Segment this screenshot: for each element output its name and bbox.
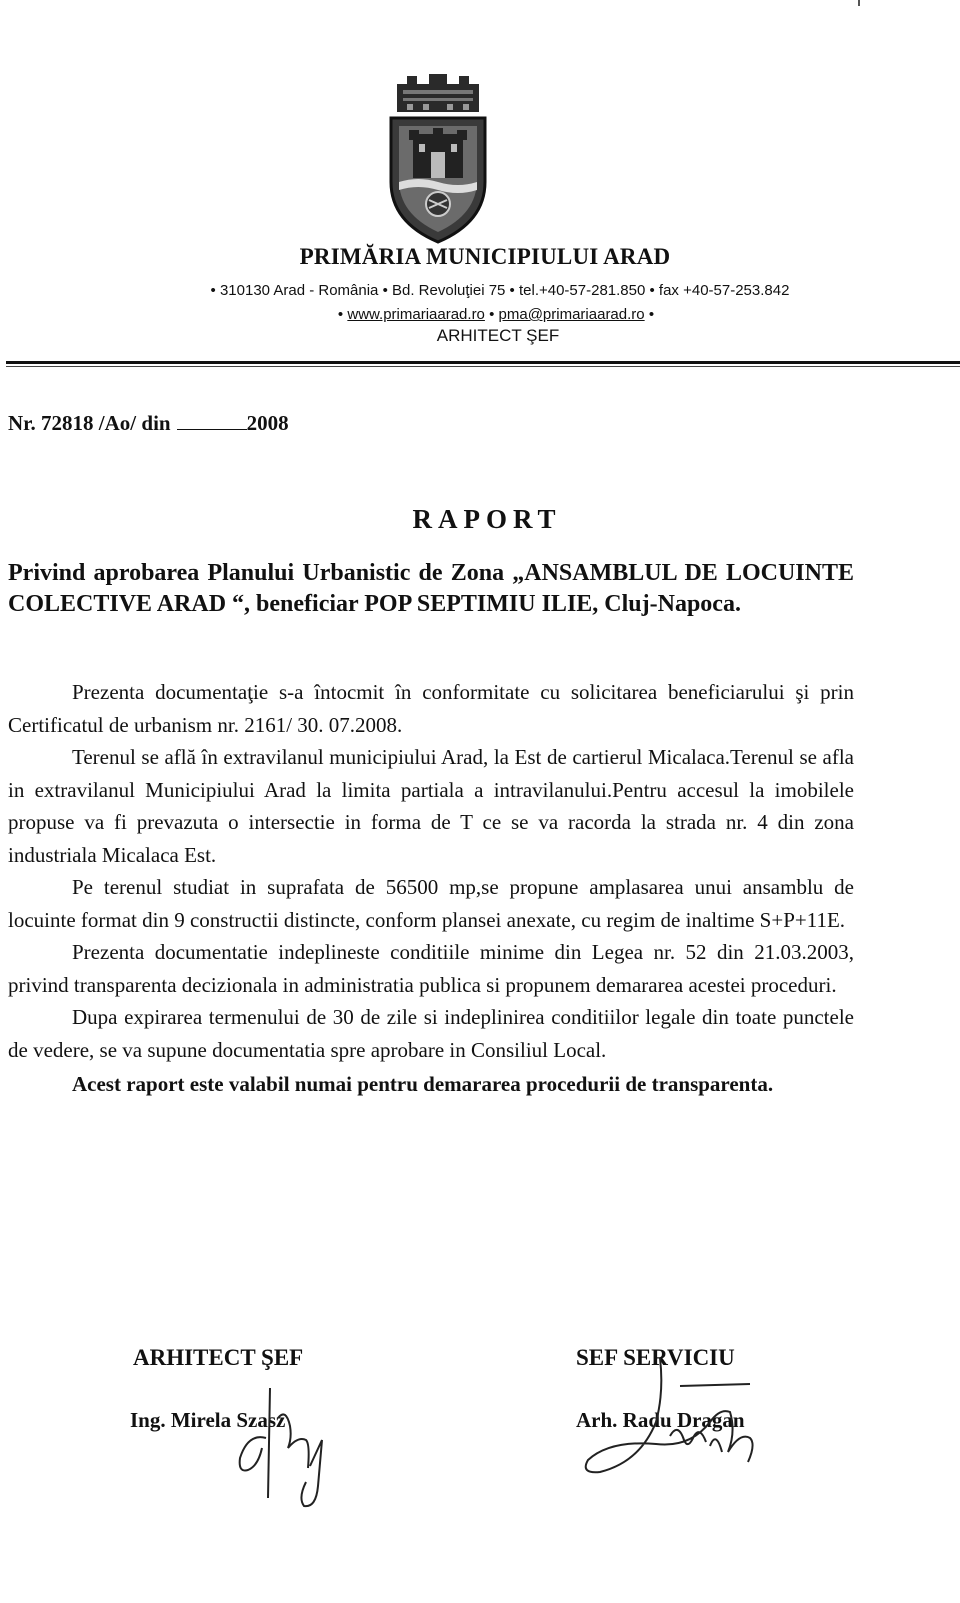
bullet: • — [489, 306, 495, 323]
right-signature-icon — [560, 1352, 770, 1492]
contact-address-line: • 310130 Arad - România • Bd. Revoluţiei 75 • tel.+40-57-281.850 • fax +40-57-253.842 — [210, 282, 790, 299]
date-blank — [177, 411, 247, 430]
right-signatory-name: Arh. Radu Dragan — [576, 1408, 745, 1432]
paragraph: Pe terenul studiat in suprafata de 56500 mp,se propune amplasarea unui ansamblu de locuinte format din 9 constructii distincte, conform plansei anexate, cu regim de inaltime S+P+11E. — [8, 875, 854, 932]
header-divider — [6, 361, 960, 364]
paragraph: Prezenta documentaţie s-a întocmit în conformitate cu solicitarea beneficiarului şi prin Certificatul de urbanism nr. 2161/ 30. 07.2008. — [8, 680, 854, 737]
closing-statement: Acest raport este valabil numai pentru demararea procedurii de transparenta. — [72, 1072, 774, 1096]
institution-name: PRIMĂRIA MUNICIPIULUI ARAD — [299, 244, 671, 269]
scan-mark — [858, 0, 860, 6]
paragraph: Terenul se află în extravilanul municipiului Arad, la Est de cartierul Micalaca.Terenul se afla in extravilanul Municipiului Arad la limita partiala a intravilanului.Pentru accesul la imobilele propuse va fi prevazuta o intersectie in forma de T ce se va racorda la strada nr. 4 din zona industriala Micalaca Est. — [8, 745, 854, 867]
reference-number — [8, 411, 289, 436]
reference-label: Nr. 72818 /Ao/ din — [8, 411, 171, 435]
paragraph: Dupa expirarea termenului de 30 de zile si indeplinirea conditiilor legale din toate punctele de vedere, se va supune documentatia spre aprobare in Consiliul Local. — [8, 1005, 854, 1062]
arad-coat-of-arms-icon — [383, 72, 493, 247]
email-link[interactable]: pma@primariaarad.ro — [498, 306, 645, 323]
contact-web-line — [0, 306, 960, 323]
right-signatory-title: SEF SERVICIU — [576, 1345, 735, 1370]
header-divider-thin — [6, 366, 960, 367]
left-signatory-title: ARHITECT ŞEF — [133, 1345, 304, 1370]
website-link[interactable]: www.primariaarad.ro — [347, 306, 485, 323]
reference-year: 2008 — [246, 411, 289, 435]
document-body — [8, 676, 854, 1101]
document-title: RAPORT — [412, 504, 562, 534]
paragraph: Prezenta documentatie indeplineste conditiile minime din Legea nr. 52 din 21.03.2003, privind transparenta decizionala in administratia publica si propunem demararea acestei proceduri. — [8, 940, 854, 997]
bullet: • — [337, 306, 344, 323]
left-signature-icon — [218, 1378, 338, 1528]
bullet: • — [648, 306, 655, 323]
document-subject: Privind aprobarea Planului Urbanistic de Zona „ANSAMBLUL DE LOCUINTE COLECTIVE ARAD “, beneficiar POP SEPTIMIU ILIE, Cluj-Napoca. — [8, 560, 854, 617]
left-signatory-name: Ing. Mirela Szasz — [130, 1408, 286, 1432]
department-name: ARHITECT ŞEF — [436, 326, 560, 345]
